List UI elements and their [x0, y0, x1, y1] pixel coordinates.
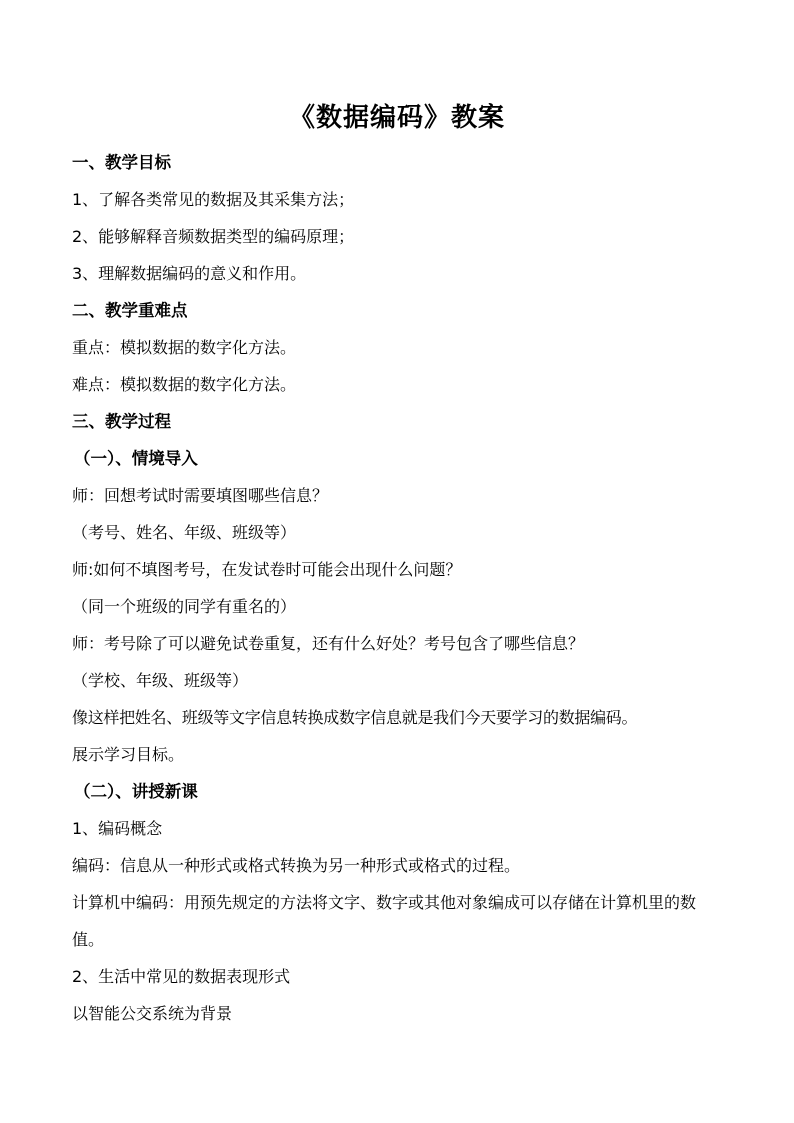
paragraph-line: 师:如何不填图考号，在发试卷时可能会出现什么问题？ [72, 560, 462, 579]
paragraph-line: 计算机中编码：用预先规定的方法将文字、数字或其他对象编成可以存储在计算机里的数值。 [72, 893, 697, 949]
key-point: 重点：模拟数据的数字化方法。 [72, 338, 297, 357]
section-heading-objectives: 一、教学目标 [72, 153, 171, 172]
document-title: 《数据编码》教案 [288, 103, 505, 133]
paragraph-line: （同一个班级的同学有重名的） [72, 597, 297, 616]
paragraph-line: 以智能公交系统为背景 [72, 1004, 233, 1023]
paragraph-line: 展示学习目标。 [72, 745, 185, 764]
paragraph-line: （考号、姓名、年级、班级等） [72, 523, 297, 542]
paragraph-line: 师：回想考试时需要填图哪些信息？ [72, 486, 329, 505]
objective-3: 3、理解数据编码的意义和作用。 [72, 264, 307, 283]
paragraph-line: 师：考号除了可以避免试卷重复，还有什么好处？考号包含了哪些信息？ [72, 634, 585, 653]
paragraph-line: 1、编码概念 [72, 819, 163, 838]
difficult-point: 难点：模拟数据的数字化方法。 [72, 375, 297, 394]
paragraph-line: （学校、年级、班级等） [72, 671, 249, 690]
section-heading-process: 三、教学过程 [72, 412, 171, 431]
paragraph-line: 编码：信息从一种形式或格式转换为另一种形式或格式的过程。 [72, 856, 521, 875]
section-heading-key-points: 二、教学重难点 [72, 301, 188, 320]
paragraph-line: 像这样把姓名、班级等文字信息转换成数字信息就是我们今天要学习的数据编码。 [72, 708, 638, 727]
paragraph-line: 2、生活中常见的数据表现形式 [72, 967, 291, 986]
subsection-heading-new-lesson: （二）、讲授新课 [74, 782, 198, 801]
objective-1: 1、了解各类常见的数据及其采集方法； [72, 190, 355, 209]
objective-2: 2、能够解释音频数据类型的编码原理； [72, 227, 355, 246]
subsection-heading-intro: （一）、情境导入 [74, 449, 198, 468]
